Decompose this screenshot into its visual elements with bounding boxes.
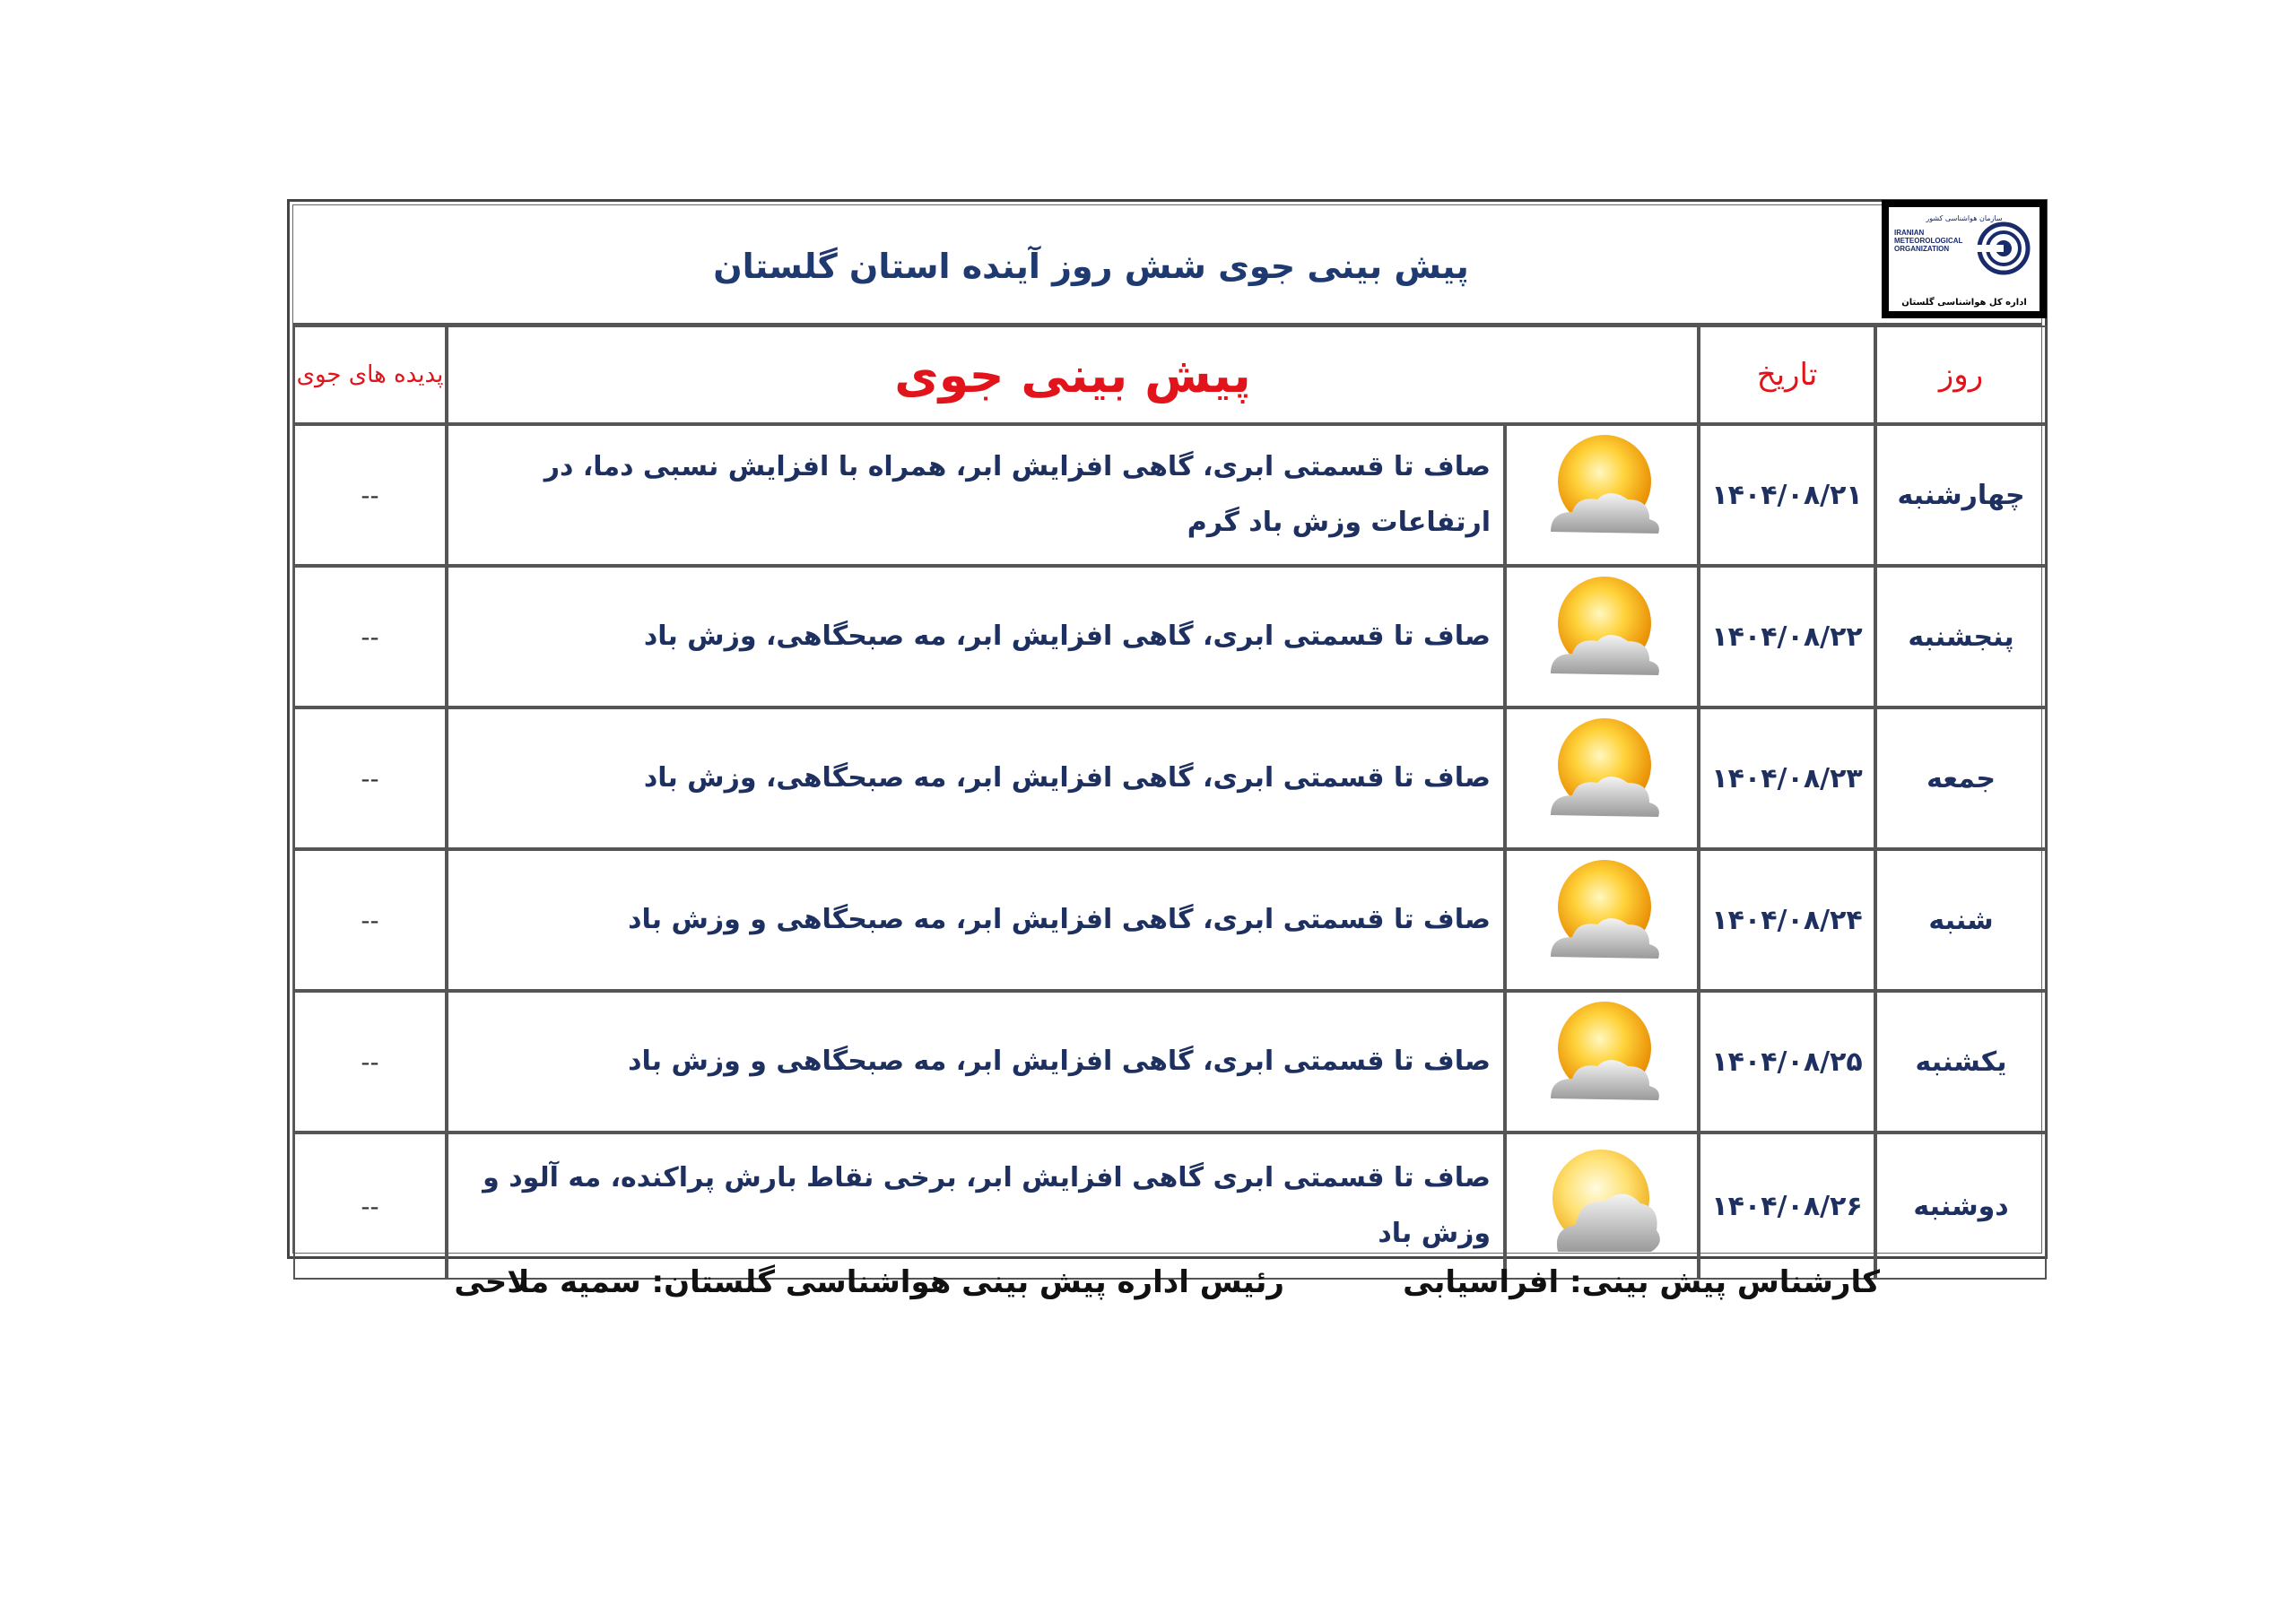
row-phenomena: --: [293, 566, 447, 707]
row-phenomena: --: [293, 424, 447, 566]
logo-org-line: METEOROLOGICAL: [1894, 237, 1963, 245]
row-icon-cell: [1505, 1133, 1699, 1280]
table-row: [293, 991, 2047, 1133]
logo-org-text: [1894, 229, 1986, 253]
page-title: پیش بینی جوی شش روز آینده استان گلستان: [713, 247, 1469, 286]
row-date: ۱۴۰۴/۰۸/۲۱: [1699, 424, 1875, 566]
row-forecast: صاف تا قسمتی ابری، گاهی افزایش ابر، همراه با افزایش نسبی دما، در ارتفاعات وزش باد گرم: [447, 424, 1505, 566]
department-head-credit: رئیس اداره پیش بینی هواشناسی گلستان: سمیه ملاحی: [454, 1264, 1284, 1300]
row-day: دوشنبه: [1875, 1133, 2047, 1280]
row-day: یکشنبه: [1875, 991, 2047, 1133]
title-row: [293, 205, 2041, 325]
row-date: ۱۴۰۴/۰۸/۲۴: [1699, 849, 1875, 991]
row-forecast: صاف تا قسمتی ابری گاهی افزایش ابر، برخی نقاط بارش پراکنده، مه آلود و وزش باد: [447, 1133, 1505, 1280]
organization-logo: [1882, 200, 2047, 318]
table-row: [293, 424, 2047, 566]
forecaster-credit: کارشناس پیش بینی: افراسیابی: [1403, 1264, 1880, 1300]
row-date: ۱۴۰۴/۰۸/۲۶: [1699, 1133, 1875, 1280]
logo-bottom-text: اداره کل هواشناسی گلستان: [1901, 298, 2027, 308]
header-forecast: پیش بینی جوی: [447, 325, 1699, 424]
row-icon-cell: [1505, 849, 1699, 991]
table-row: [293, 1133, 2047, 1280]
row-forecast: صاف تا قسمتی ابری، گاهی افزایش ابر، مه صبحگاهی، وزش باد: [447, 707, 1505, 849]
row-day: پنجشنبه: [1875, 566, 2047, 707]
table-header-row: [293, 325, 2047, 424]
table-row: [293, 707, 2047, 849]
row-phenomena: --: [293, 707, 447, 849]
row-date: ۱۴۰۴/۰۸/۲۳: [1699, 707, 1875, 849]
header-date: تاریخ: [1699, 325, 1875, 424]
row-day: چهارشنبه: [1875, 424, 2047, 566]
row-phenomena: --: [293, 991, 447, 1133]
row-phenomena: --: [293, 849, 447, 991]
partly-cloudy-sun-icon: [1535, 568, 1669, 702]
table-row: [293, 566, 2047, 707]
header-day: روز: [1875, 325, 2047, 424]
row-date: ۱۴۰۴/۰۸/۲۵: [1699, 991, 1875, 1133]
row-forecast: صاف تا قسمتی ابری، گاهی افزایش ابر، مه صبحگاهی و وزش باد: [447, 849, 1505, 991]
partly-cloudy-sun-icon: [1535, 993, 1669, 1127]
table-row: [293, 849, 2047, 991]
row-date: ۱۴۰۴/۰۸/۲۲: [1699, 566, 1875, 707]
logo-top-text: سازمان هواشناسی کشور: [1926, 214, 2003, 222]
row-icon-cell: [1505, 424, 1699, 566]
logo-org-line: ORGANIZATION: [1894, 245, 1950, 253]
forecast-sheet: [287, 199, 2048, 1259]
row-forecast: صاف تا قسمتی ابری، گاهی افزایش ابر، مه صبحگاهی، وزش باد: [447, 566, 1505, 707]
row-icon-cell: [1505, 707, 1699, 849]
header-phenomena: پدیده های جوی: [293, 325, 447, 424]
meteorology-emblem-icon: [1977, 221, 2031, 275]
logo-org-line: IRANIAN: [1894, 229, 1925, 237]
partly-cloudy-sun-icon: [1535, 709, 1669, 844]
partly-cloudy-sun-icon: [1535, 851, 1669, 985]
row-forecast: صاف تا قسمتی ابری، گاهی افزایش ابر، مه صبحگاهی و وزش باد: [447, 991, 1505, 1133]
cloudy-sun-icon: [1535, 1137, 1669, 1271]
row-day: شنبه: [1875, 849, 2047, 991]
row-phenomena: --: [293, 1133, 447, 1280]
row-icon-cell: [1505, 991, 1699, 1133]
partly-cloudy-sun-icon: [1535, 426, 1669, 560]
row-day: جمعه: [1875, 707, 2047, 849]
forecast-table: [293, 325, 2047, 1280]
row-icon-cell: [1505, 566, 1699, 707]
